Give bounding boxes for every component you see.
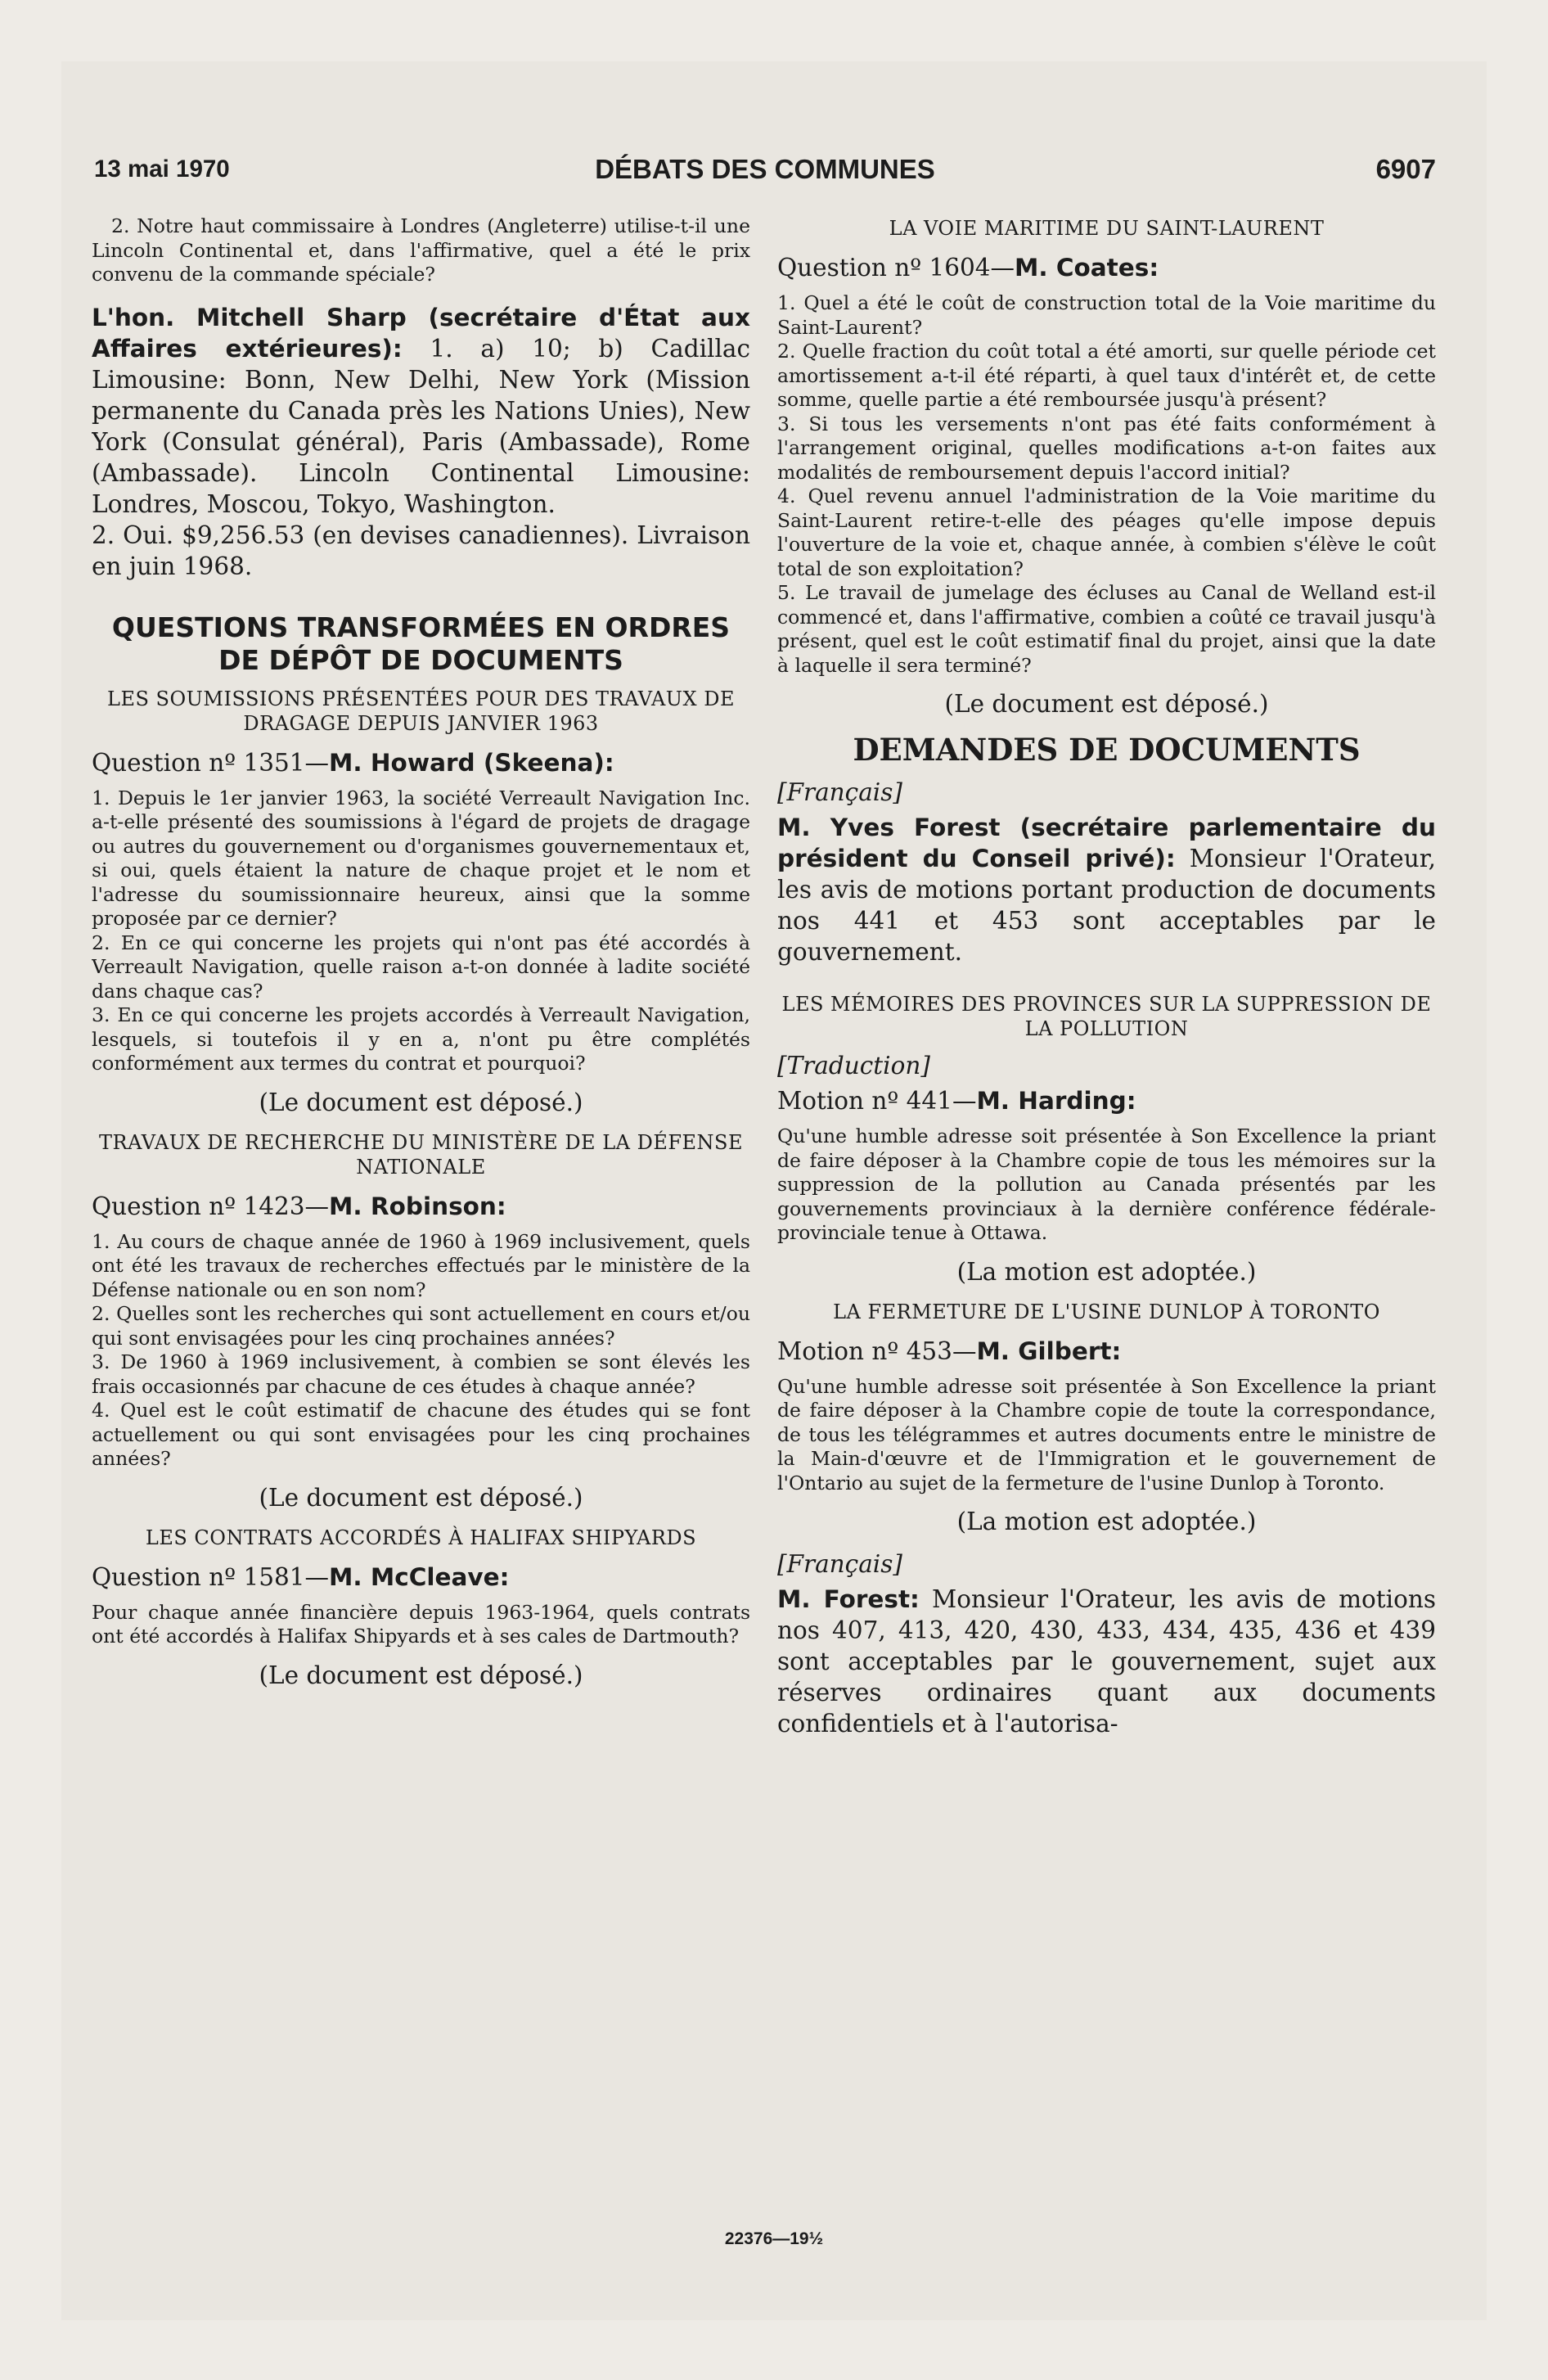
section-heading-seaway: LA VOIE MARITIME DU SAINT-LAURENT [889,217,1325,240]
answer-paragraph [92,302,750,520]
question-1351 [92,747,750,778]
question-1604-p5: 5. Le travail de jumelage des écluses au Canal de Welland est-il commencé et, dans l'affirmative, combien a coûté ce travail jusqu'à présent, quel est le coût estimatif final du projet, ainsi que la date à laquelle il sera terminé? [777,581,1436,677]
document-deposited-2: (Le document est déposé.) [259,1483,583,1512]
forest-speaker: M. Yves Forest (secrétaire parlementaire du président du Conseil privé): [777,814,1436,872]
forest-statement-2 [777,1584,1436,1739]
question-1604-member: M. Coates: [1015,254,1159,282]
motion-453-label: Motion nº 453— [777,1336,977,1365]
question-1604 [777,252,1436,283]
question-1423 [92,1191,750,1222]
question-1581-label: Question nº 1581— [92,1562,330,1591]
question-1351-p2: 2. En ce qui concerne les projets qui n'ont pas été accordés à Verreault Navigation, quelle raison a-t-on donnée à ladite société dans chaque cas? [92,931,750,1003]
section-heading-defense: TRAVAUX DE RECHERCHE DU MINISTÈRE DE LA DÉFENSE NATIONALE [99,1130,743,1179]
forest-text: Monsieur l'Orateur, les avis de motions portant production de documents nos 441 et 453 sont acceptables par le gouvernement. [777,845,1436,966]
motion-453-text: Qu'une humble adresse soit présentée à Son Excellence la priant de faire déposer à la Chambre copie de toute la correspondance, de tous les télégrammes et autres documents entre le ministre de la Main-d'œuvre et de l'Immigration et le gouvernement de l'Ontario au sujet de la fermeture de l'usine Dunlop à Toronto. [777,1374,1436,1494]
language-note-francais: [Français] [777,778,902,806]
motion-453-member: M. Gilbert: [976,1336,1122,1365]
motion-441-label: Motion nº 441— [777,1087,977,1115]
question-1423-label: Question nº 1423— [92,1192,330,1220]
question-1581-member: M. McCleave: [329,1562,510,1591]
right-column [777,214,1436,2211]
page-header [94,154,1436,187]
section-heading-halifax: LES CONTRATS ACCORDÉS À HALIFAX SHIPYARDS [145,1526,697,1549]
document-deposited-1: (Le document est déposé.) [259,1088,583,1116]
question-1351-label: Question nº 1351— [92,748,330,777]
question-1423-p2: 2. Quelles sont les recherches qui sont actuellement en cours et/ou qui sont envisagées pour les cinq prochaines années? [92,1302,750,1350]
question-1351-p1: 1. Depuis le 1er janvier 1963, la société Verreault Navigation Inc. a-t-elle présenté des soumissions à l'égard de projets de dragage ou autres du gouvernement ou d'organismes gouvernementaux et, si oui, quels étaient la nature de chaque projet et le nom et l'adresse du soumissionnaire heureux, ainsi que la somme proposée par ce dernier? [92,786,750,930]
question-1581-p1: Pour chaque année financière depuis 1963-1964, quels contrats ont été accordés à Halifax Shipyards et à ses cales de Dartmouth? [92,1600,750,1648]
question-1351-p3: 3. En ce qui concerne les projets accordés à Verreault Navigation, lesquels, si toutefois il y en a, n'ont pu être complétés conformément aux termes du contrat et pourquoi? [92,1003,750,1075]
header-title: DÉBATS DES COMMUNES [595,154,935,184]
document-deposited-3: (Le document est déposé.) [259,1661,583,1689]
forest-statement [777,812,1436,967]
section-heading-pollution: LES MÉMOIRES DES PROVINCES SUR LA SUPPRESSION DE LA POLLUTION [781,993,1432,1040]
header-page-number: 6907 [1375,154,1436,184]
section-heading-dragage: LES SOUMISSIONS PRÉSENTÉES POUR DES TRAVAUX DE DRAGAGE DEPUIS JANVIER 1963 [107,687,735,735]
motion-441-member: M. Harding: [976,1087,1136,1115]
question-1423-p3: 3. De 1960 à 1969 inclusivement, à combien se sont élevés les frais occasionnés par chacune de ces études à chaque année? [92,1350,750,1398]
answer-speaker: L'hon. Mitchell Sharp (secrétaire d'État aux Affaires extérieures): [92,303,750,363]
question-1604-p3: 3. Si tous les versements n'ont pas été faits conformément à l'arrangement original, quelles modifications a-t-on faites aux modalités de remboursement depuis l'accord initial? [777,412,1436,484]
question-1604-p2: 2. Quelle fraction du coût total a été amorti, sur quelle période cet amortissement a-t-il été réparti, à quel taux d'intérêt et, de cette somme, quelle partie a été remboursée jusqu'à présent? [777,340,1436,411]
answer-2: 2. Oui. $9,256.53 (en devises canadiennes). Livraison en juin 1968. [92,521,750,580]
section-heading-dunlop: LA FERMETURE DE L'USINE DUNLOP À TORONTO [833,1300,1380,1323]
question-2-text: Notre haut commissaire à Londres (Angleterre) utilise-t-il une Lincoln Continental et, dans l'affirmative, quel a été le prix convenu de la commande spéciale? [92,214,750,286]
answer-text: 1. a) 10; b) Cadillac Limousine: Bonn, New Delhi, New York (Mission permanente du Canada près les Nations Unies), New York (Consulat général), Paris (Ambassade), Rome (Ambassade). Lincoln Continental Limousine: Londres, Moscou, Tokyo, Washington. [92,334,750,518]
motion-adopted-1: (La motion est adoptée.) [956,1257,1257,1286]
language-note-francais-2: [Français] [777,1550,902,1578]
forest2-speaker: M. Forest: [777,1585,920,1613]
main-heading-demandes: DEMANDES DE DOCUMENTS [853,732,1361,768]
motion-441-text: Qu'une humble adresse soit présentée à Son Excellence la priant de faire déposer à la Chambre copie de tous les mémoires sur la suppression de la pollution au Canada présentés par les gouvernements provinciaux à la dernière conférence fédérale-provinciale tenue à Ottawa. [777,1125,1436,1244]
question-1423-p4: 4. Quel est le coût estimatif de chacune des études qui se font actuellement ou qui sont envisagées pour les cinq prochaines années? [92,1399,750,1470]
question-2 [92,214,750,287]
question-1581 [92,1562,750,1593]
question-2-number: 2. [111,214,130,237]
forest2-text: Monsieur l'Orateur, les avis de motions nos 407, 413, 420, 430, 433, 434, 435, 436 et 439 sont acceptables par le gouvernement, sujet aux réserves ordinaires quant aux documents confidentiels et à l'autorisa- [777,1585,1436,1738]
motion-441 [777,1085,1436,1116]
left-column [92,214,750,2211]
language-note-traduction: [Traduction] [777,1052,930,1080]
question-1604-p1: 1. Quel a été le coût de construction total de la Voie maritime du Saint-Laurent? [777,291,1436,339]
question-1423-member: M. Robinson: [329,1192,506,1220]
motion-453 [777,1336,1436,1367]
question-1351-member: M. Howard (Skeena): [329,748,614,777]
question-1604-label: Question nº 1604— [777,254,1015,282]
header-date: 13 mai 1970 [94,156,230,183]
document-deposited-4: (Le document est déposé.) [944,690,1269,718]
question-1423-p1: 1. Au cours de chaque année de 1960 à 1969 inclusivement, quels ont été les travaux de recherches effectués par le ministère de la Défense nationale ou en son nom? [92,1229,750,1301]
question-1604-p4: 4. Quel revenu annuel l'administration de la Voie maritime du Saint-Laurent retire-t-elle des péages qu'elle impose depuis l'ouverture de la voie et, chaque année, à combien s'élève le coût total de son exploitation? [777,485,1436,580]
footer-code: 22376—19½ [724,2229,824,2248]
motion-adopted-2: (La motion est adoptée.) [956,1508,1257,1535]
main-heading-questions: QUESTIONS TRANSFORMÉES EN ORDRES DE DÉPÔT DE DOCUMENTS [111,611,731,676]
